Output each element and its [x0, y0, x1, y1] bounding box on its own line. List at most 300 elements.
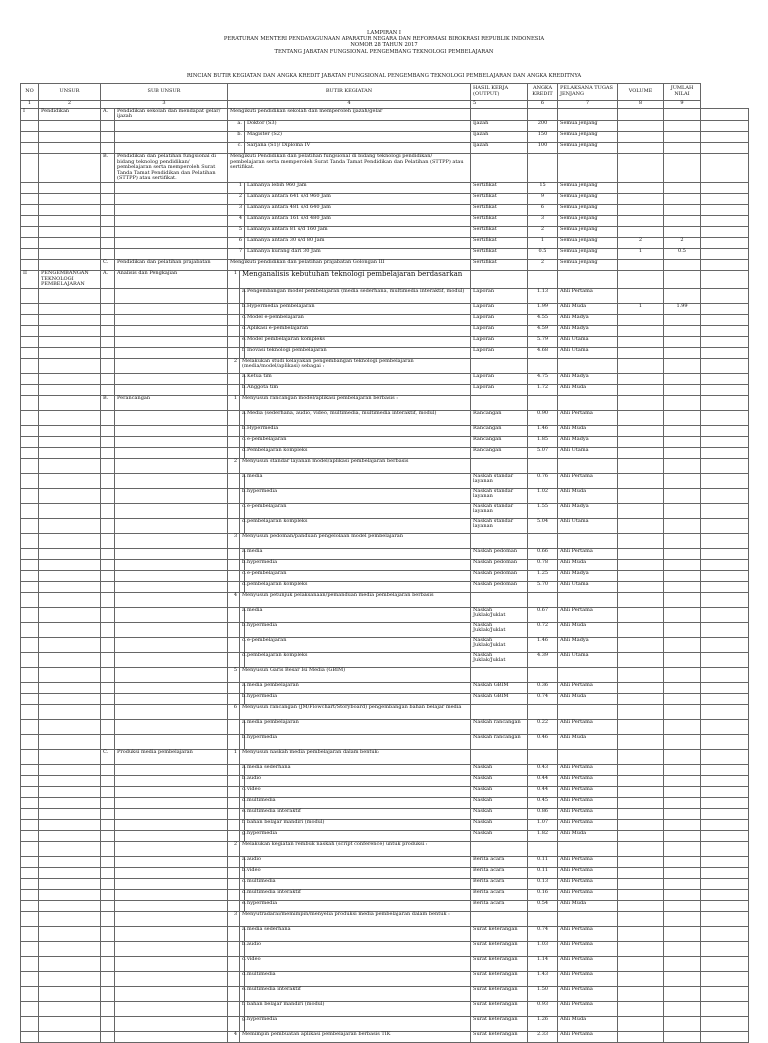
- table-cell: [618, 704, 664, 719]
- table-cell: [101, 878, 115, 889]
- level-cell: Ahli Muda: [558, 830, 618, 841]
- col-number: 6: [528, 100, 558, 108]
- table-cell: [39, 819, 101, 830]
- item-letter: a.: [240, 607, 245, 622]
- table-cell: [39, 986, 101, 1001]
- item-number: 4: [228, 1031, 240, 1042]
- table-cell: [228, 581, 240, 592]
- table-cell: [21, 797, 39, 808]
- table-cell: [101, 719, 115, 734]
- table-cell: [228, 473, 240, 488]
- table-cell: [21, 867, 39, 878]
- col-number: 2: [39, 100, 101, 108]
- table-cell: [701, 503, 749, 518]
- table-cell: [701, 288, 749, 303]
- table-cell: [115, 956, 228, 971]
- total-cell: [664, 121, 701, 132]
- item-letter: d.: [240, 797, 245, 808]
- table-cell: [701, 132, 749, 143]
- table-cell: [701, 797, 749, 808]
- activity-row: [21, 867, 749, 878]
- table-cell: [701, 900, 749, 911]
- level-cell: Ahli Muda: [558, 622, 618, 637]
- credit-cell: 0.46: [528, 734, 558, 749]
- item-number: 2: [228, 458, 240, 473]
- table-cell: [39, 314, 101, 325]
- table-cell: [39, 226, 101, 237]
- table-cell: [618, 410, 664, 425]
- activity-row: [21, 1001, 749, 1016]
- activity-row: [21, 637, 749, 652]
- table-cell: [664, 971, 701, 986]
- level-cell: Ahli Pertama: [558, 764, 618, 775]
- table-cell: [21, 447, 39, 458]
- level-cell: Ahli Pertama: [558, 682, 618, 693]
- table-cell: [701, 856, 749, 867]
- table-cell: [115, 325, 228, 336]
- table-title: RINCIAN BUTIR KEGIATAN DAN ANGKA KREDIT JABATAN FUNGSIONAL PENGEMBANG TEKNOLOGI PEMBELAJARAN DAN ANGKA KREDITNYA: [186, 72, 582, 79]
- volume-cell: 1: [618, 248, 664, 259]
- item-number: 1: [228, 395, 240, 410]
- output-cell: Sertifikat: [471, 248, 528, 259]
- table-cell: [39, 395, 101, 410]
- level-cell: Semua jenjang: [558, 259, 618, 270]
- credit-cell: 0.16: [528, 889, 558, 900]
- activity-text: Lamanya antara 481 s/d 640 Jam: [245, 204, 471, 215]
- activity-text: Hypermedia: [245, 425, 471, 436]
- item-letter: b.: [240, 622, 245, 637]
- table-cell: [101, 889, 115, 900]
- table-cell: [39, 347, 101, 358]
- activity-heading: Melakukan kegiatan rembuk naskah (script conference) untuk produksi :: [240, 841, 471, 856]
- activity-text: audio: [245, 856, 471, 867]
- table-cell: [664, 682, 701, 693]
- table-cell: [228, 637, 240, 652]
- activity-text: multimedia interaktif: [245, 986, 471, 1001]
- table-cell: [115, 911, 228, 926]
- item-letter: b.: [228, 132, 245, 143]
- activity-row: [21, 384, 749, 395]
- output-cell: Naskah standar layanan: [471, 518, 528, 533]
- level-cell: Ahli Pertama: [558, 986, 618, 1001]
- table-cell: [558, 667, 618, 682]
- item-letter: d.: [240, 447, 245, 458]
- table-cell: [115, 425, 228, 436]
- level-cell: Ahli Muda: [558, 488, 618, 503]
- output-cell: Berita acara: [471, 856, 528, 867]
- table-cell: [39, 971, 101, 986]
- activity-row: [21, 259, 749, 270]
- credit-cell: 1: [528, 237, 558, 248]
- activity-text: media: [245, 473, 471, 488]
- table-cell: [115, 1031, 228, 1042]
- level-cell: Ahli Pertama: [558, 775, 618, 786]
- table-cell: [39, 193, 101, 204]
- output-cell: Sertifikat: [471, 204, 528, 215]
- activity-text: Pembelajaran kompleks: [245, 447, 471, 458]
- table-cell: [39, 1016, 101, 1031]
- item-number: 6: [228, 237, 245, 248]
- level-cell: Ahli Pertama: [558, 867, 618, 878]
- item-letter: b.: [240, 693, 245, 704]
- activity-text: audio: [245, 775, 471, 786]
- table-cell: [101, 347, 115, 358]
- activity-heading: Menyutradarai/memimpin/menyelia produksi media pembelajaran dalam bentuk :: [240, 911, 471, 926]
- level-cell: Ahli Pertama: [558, 473, 618, 488]
- activity-text: Pengembangan model pembelajaran (media sederhana, multimedia interaktif, modul): [245, 288, 471, 303]
- table-cell: [528, 458, 558, 473]
- table-cell: [115, 132, 228, 143]
- table-cell: [701, 1001, 749, 1016]
- credit-cell: 1.07: [528, 819, 558, 830]
- activity-heading: Mengikuti pendidikan dan pelatihan prajabatan Golongan III: [228, 259, 471, 270]
- table-cell: [664, 889, 701, 900]
- table-cell: [664, 358, 701, 373]
- credit-cell: 4.75: [528, 373, 558, 384]
- table-cell: [101, 607, 115, 622]
- table-cell: [21, 652, 39, 667]
- table-cell: [39, 867, 101, 878]
- table-cell: [39, 436, 101, 447]
- table-cell: [528, 395, 558, 410]
- table-cell: [558, 108, 618, 120]
- col-number: 3: [101, 100, 228, 108]
- table-cell: [701, 226, 749, 237]
- table-cell: [115, 288, 228, 303]
- table-cell: [618, 1016, 664, 1031]
- total-cell: [664, 204, 701, 215]
- table-cell: [115, 808, 228, 819]
- volume-cell: [618, 336, 664, 347]
- table-cell: [701, 108, 749, 120]
- table-cell: [228, 682, 240, 693]
- table-cell: [39, 719, 101, 734]
- table-cell: [701, 986, 749, 1001]
- table-cell: [115, 143, 228, 154]
- table-cell: [618, 734, 664, 749]
- item-number: 7: [228, 248, 245, 259]
- activity-row: [21, 797, 749, 808]
- table-cell: [701, 410, 749, 425]
- activity-row: [21, 518, 749, 533]
- activity-row: [21, 1016, 749, 1031]
- table-cell: [39, 533, 101, 548]
- table-cell: [21, 956, 39, 971]
- item-number: 2: [228, 358, 240, 373]
- table-cell: [21, 533, 39, 548]
- output-cell: Naskah: [471, 764, 528, 775]
- table-cell: [101, 693, 115, 704]
- table-cell: [664, 637, 701, 652]
- sub-unsur-text: Produksi media pembelajaran: [115, 749, 228, 764]
- table-cell: [618, 819, 664, 830]
- table-cell: [39, 154, 101, 183]
- table-cell: [101, 204, 115, 215]
- activity-heading-row: [21, 841, 749, 856]
- table-cell: [618, 458, 664, 473]
- table-cell: [701, 458, 749, 473]
- table-cell: [115, 303, 228, 314]
- activity-row: [21, 336, 749, 347]
- table-cell: [115, 900, 228, 911]
- table-cell: [39, 592, 101, 607]
- table-cell: [101, 447, 115, 458]
- table-cell: [618, 622, 664, 637]
- table-cell: [39, 1001, 101, 1016]
- output-cell: Berita acara: [471, 889, 528, 900]
- table-cell: [101, 314, 115, 325]
- table-cell: [115, 182, 228, 193]
- table-cell: [228, 652, 240, 667]
- volume-cell: 1: [618, 303, 664, 314]
- table-cell: [228, 867, 240, 878]
- table-cell: [101, 325, 115, 336]
- table-cell: [39, 734, 101, 749]
- activity-row: [21, 425, 749, 436]
- table-cell: [618, 900, 664, 911]
- level-cell: Ahli Muda: [558, 303, 618, 314]
- col-jumlah-nilai: JUMLAH NILAI: [664, 83, 701, 100]
- table-cell: [701, 270, 749, 288]
- table-cell: [39, 559, 101, 570]
- activity-text: Inovasi teknologi pembelajaran: [245, 347, 471, 358]
- table-cell: [115, 889, 228, 900]
- table-cell: [618, 384, 664, 395]
- table-cell: [664, 786, 701, 797]
- table-cell: [618, 259, 664, 270]
- table-cell: [558, 270, 618, 288]
- table-cell: [528, 592, 558, 607]
- table-cell: [39, 911, 101, 926]
- table-cell: [101, 548, 115, 559]
- credit-cell: 0.86: [528, 808, 558, 819]
- activity-row: [21, 856, 749, 867]
- table-cell: [618, 373, 664, 384]
- table-cell: [701, 819, 749, 830]
- table-cell: [115, 856, 228, 867]
- table-cell: [471, 458, 528, 473]
- table-cell: [21, 637, 39, 652]
- activity-heading-row: [21, 749, 749, 764]
- activity-row: [21, 303, 749, 314]
- table-cell: [101, 182, 115, 193]
- table-cell: [115, 559, 228, 570]
- table-cell: [228, 878, 240, 889]
- table-cell: [21, 518, 39, 533]
- table-cell: [228, 607, 240, 622]
- credit-cell: 1.46: [528, 637, 558, 652]
- level-cell: Ahli Muda: [558, 693, 618, 704]
- activity-row: [21, 204, 749, 215]
- table-cell: [39, 237, 101, 248]
- table-cell: [528, 749, 558, 764]
- table-cell: [701, 373, 749, 384]
- activity-row: [21, 1031, 749, 1042]
- table-cell: [39, 841, 101, 856]
- item-letter: d.: [240, 652, 245, 667]
- credit-cell: 1.50: [528, 986, 558, 1001]
- table-cell: [618, 797, 664, 808]
- item-letter: b.: [240, 734, 245, 749]
- table-cell: [101, 143, 115, 154]
- table-cell: [115, 719, 228, 734]
- credit-cell: 2.33: [528, 1031, 558, 1042]
- activity-row: [21, 719, 749, 734]
- table-cell: [664, 622, 701, 637]
- table-cell: [21, 473, 39, 488]
- volume-cell: [618, 143, 664, 154]
- table-cell: [618, 889, 664, 900]
- table-cell: [39, 764, 101, 775]
- table-cell: [101, 926, 115, 941]
- output-cell: Sertifikat: [471, 193, 528, 204]
- table-cell: [664, 425, 701, 436]
- output-cell: Surat keterangan: [471, 1031, 528, 1042]
- level-cell: Ahli Pertama: [558, 971, 618, 986]
- table-cell: [558, 911, 618, 926]
- table-cell: [39, 373, 101, 384]
- table-cell: [618, 154, 664, 183]
- credit-cell: 0.67: [528, 607, 558, 622]
- table-cell: [528, 108, 558, 120]
- table-cell: [115, 1001, 228, 1016]
- item-letter: d.: [240, 889, 245, 900]
- table-cell: [101, 384, 115, 395]
- output-cell: Laporan: [471, 303, 528, 314]
- activity-row: [21, 808, 749, 819]
- output-cell: Rancangan: [471, 425, 528, 436]
- table-cell: [701, 764, 749, 775]
- item-number: 3: [228, 911, 240, 926]
- table-cell: [618, 926, 664, 941]
- credit-cell: 0.44: [528, 775, 558, 786]
- output-cell: Surat keterangan: [471, 1016, 528, 1031]
- table-cell: [115, 518, 228, 533]
- activity-heading: Menyusun Garis Besar Isi Media (GBIM): [240, 667, 471, 682]
- activity-text: bahan belajar mandiri (modul): [245, 1001, 471, 1016]
- table-cell: [21, 581, 39, 592]
- table-cell: [701, 941, 749, 956]
- activity-row: [21, 971, 749, 986]
- credit-cell: 0.45: [528, 797, 558, 808]
- table-cell: [21, 1031, 39, 1042]
- item-letter: a.: [240, 682, 245, 693]
- item-letter: d.: [240, 518, 245, 533]
- table-cell: [115, 373, 228, 384]
- table-cell: [558, 395, 618, 410]
- table-cell: [39, 548, 101, 559]
- col-volume: VOLUME: [618, 83, 664, 100]
- table-cell: [701, 956, 749, 971]
- table-cell: [228, 410, 240, 425]
- item-number: 4: [228, 215, 245, 226]
- output-cell: Naskah GBIM: [471, 682, 528, 693]
- level-cell: Ahli Pertama: [558, 607, 618, 622]
- table-cell: [618, 971, 664, 986]
- activity-row: [21, 900, 749, 911]
- output-cell: Naskah rancangan: [471, 719, 528, 734]
- table-cell: [618, 395, 664, 410]
- table-cell: [39, 425, 101, 436]
- level-cell: Ahli Utama: [558, 581, 618, 592]
- activity-heading-row: [21, 458, 749, 473]
- table-cell: [228, 941, 240, 956]
- table-cell: [618, 637, 664, 652]
- table-cell: [528, 911, 558, 926]
- output-cell: Naskah pedoman: [471, 570, 528, 581]
- table-cell: [558, 458, 618, 473]
- table-cell: [618, 878, 664, 889]
- table-cell: [228, 986, 240, 1001]
- activity-text: pembelajaran kompleks: [245, 652, 471, 667]
- table-cell: [228, 889, 240, 900]
- output-cell: Surat keterangan: [471, 986, 528, 1001]
- table-cell: [701, 473, 749, 488]
- table-cell: [115, 986, 228, 1001]
- table-cell: [101, 830, 115, 841]
- table-cell: [618, 749, 664, 764]
- table-cell: [21, 941, 39, 956]
- table-cell: [664, 518, 701, 533]
- table-cell: [228, 719, 240, 734]
- table-cell: [701, 215, 749, 226]
- table-cell: [228, 775, 240, 786]
- credit-cell: 2: [528, 259, 558, 270]
- item-letter: b.: [240, 559, 245, 570]
- table-cell: [228, 734, 240, 749]
- table-cell: [21, 237, 39, 248]
- table-cell: [39, 856, 101, 867]
- activity-row: [21, 775, 749, 786]
- table-cell: [115, 570, 228, 581]
- regulation-subject: TENTANG JABATAN FUNGSIONAL PENGEMBANG TEKNOLOGI PEMBELAJARAN: [274, 48, 494, 55]
- item-number: 2: [228, 193, 245, 204]
- table-cell: [101, 797, 115, 808]
- activity-text: multimedia interaktif: [245, 889, 471, 900]
- table-cell: [228, 347, 240, 358]
- table-cell: [701, 325, 749, 336]
- table-cell: [228, 819, 240, 830]
- col-unsur: UNSUR: [39, 83, 101, 100]
- table-cell: [618, 786, 664, 797]
- activity-row: [21, 121, 749, 132]
- table-cell: [618, 607, 664, 622]
- activity-row: [21, 764, 749, 775]
- level-cell: Ahli Utama: [558, 347, 618, 358]
- table-cell: [664, 808, 701, 819]
- table-cell: [558, 592, 618, 607]
- item-letter: g.: [240, 830, 245, 841]
- activity-text: Doktor (S3): [245, 121, 471, 132]
- level-cell: Ahli Muda: [558, 559, 618, 570]
- table-cell: [664, 900, 701, 911]
- level-cell: Ahli Utama: [558, 336, 618, 347]
- table-cell: [39, 830, 101, 841]
- table-cell: [39, 652, 101, 667]
- table-cell: [21, 121, 39, 132]
- activity-row: [21, 325, 749, 336]
- table-cell: [101, 652, 115, 667]
- table-cell: [471, 270, 528, 288]
- table-cell: [618, 719, 664, 734]
- item-letter: b.: [240, 775, 245, 786]
- credit-cell: 15: [528, 182, 558, 193]
- credit-cell: 1.55: [528, 503, 558, 518]
- item-letter: f.: [240, 1001, 245, 1016]
- activity-text: hypermedia: [245, 622, 471, 637]
- credit-cell: 3: [528, 215, 558, 226]
- table-cell: [701, 786, 749, 797]
